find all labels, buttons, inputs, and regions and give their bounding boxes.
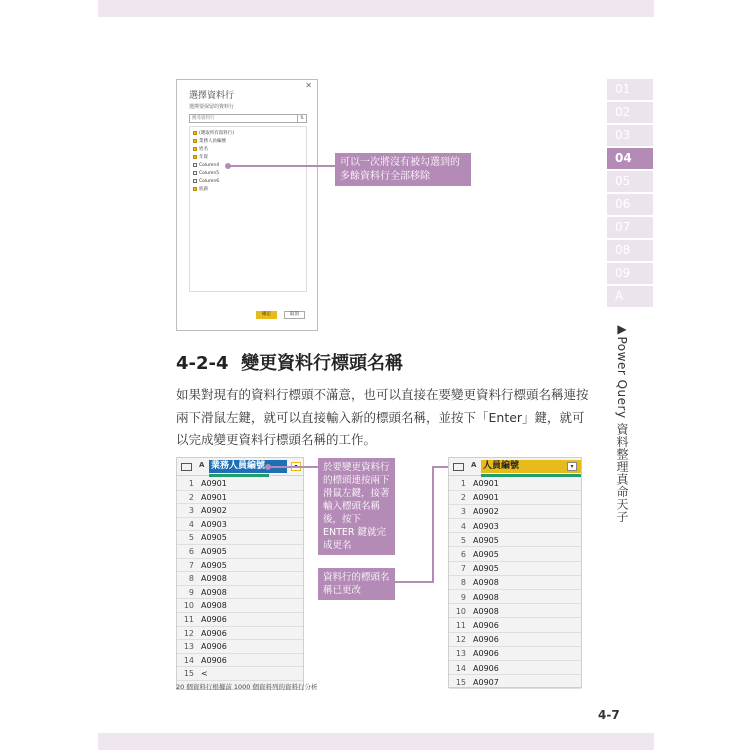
cell-value: A0902 [201, 506, 227, 516]
checkbox-checked-icon[interactable] [193, 147, 197, 151]
row-number: 4 [188, 519, 194, 529]
checkbox-checked-icon[interactable] [193, 155, 197, 159]
column-item[interactable]: Column5 [193, 169, 303, 177]
table-row [177, 613, 303, 627]
type-abc-icon[interactable]: A [471, 461, 477, 469]
column-item[interactable]: 底薪 [193, 185, 303, 193]
cell-value: A0905 [201, 533, 227, 543]
chapter-tab: 02 [607, 102, 653, 123]
table-row [177, 640, 303, 654]
row-number: 5 [188, 533, 194, 543]
table-row [177, 545, 303, 559]
cell-value: A0907 [473, 677, 499, 687]
cell-value: A0906 [201, 615, 227, 624]
chapter-tabs [607, 79, 653, 309]
chapter-tab: 07 [607, 217, 653, 238]
row-number: 14 [455, 663, 466, 673]
table-row [449, 591, 581, 605]
search-placeholder: 搜尋資料行 [192, 116, 215, 121]
table-row [449, 548, 581, 562]
table-footer-note: 20 個資料行根據前 1000 個資料列的資料行分析 [176, 683, 318, 691]
table-row [177, 627, 303, 641]
table-row [449, 647, 581, 661]
row-number: 1 [188, 479, 194, 488]
chapter-tab: 01 [607, 79, 653, 100]
row-number: 9 [460, 592, 466, 602]
cell-value: A0905 [201, 547, 227, 556]
table-row [177, 559, 303, 573]
row-number: 2 [188, 492, 194, 502]
table-row [177, 518, 303, 532]
ok-button[interactable]: 確定 [256, 311, 277, 319]
table-row [177, 531, 303, 545]
callout-connector [230, 165, 335, 167]
table-menu-icon[interactable] [181, 463, 192, 471]
table-row [449, 662, 581, 676]
callout-remove-columns: 可以一次將沒有被勾選到的多餘資料行全部移除 [335, 153, 471, 186]
column-header-edit[interactable]: 業務人員編號 [209, 460, 287, 473]
table-row [449, 491, 581, 505]
callout-header-renamed: 資料行的標頭名稱已更改 [318, 568, 395, 600]
query-table-before [176, 457, 304, 690]
cell-value: A0906 [473, 635, 499, 645]
callout-connector [395, 581, 433, 583]
checkbox-unchecked-icon[interactable] [193, 163, 197, 167]
cell-value: A0908 [473, 606, 499, 616]
row-number: 9 [188, 587, 194, 597]
table-row [177, 654, 303, 668]
table-row [449, 633, 581, 647]
column-item[interactable]: Column4 [193, 161, 303, 169]
row-number: 3 [188, 506, 194, 516]
cell-value: A0908 [473, 592, 499, 602]
row-number: 12 [183, 628, 194, 638]
cell-value: A0903 [473, 521, 499, 531]
checkbox-checked-icon[interactable] [193, 131, 197, 135]
cell-value: A0906 [201, 655, 227, 665]
table-row [177, 477, 303, 491]
cell-value: A0902 [473, 507, 499, 517]
row-number: 3 [460, 507, 466, 517]
cell-value: A0906 [201, 628, 227, 638]
cell-value: A0908 [201, 587, 227, 597]
table-row [177, 599, 303, 613]
table-row [449, 505, 581, 519]
cell-value: A0906 [201, 642, 227, 652]
chapter-tab: 03 [607, 125, 653, 146]
chapter-tab: 05 [607, 171, 653, 192]
column-search-input[interactable] [189, 114, 307, 123]
cell-value: A0901 [201, 479, 227, 488]
dialog-title: 選擇資料行 [189, 91, 235, 101]
table-row [177, 504, 303, 518]
section-paragraph: 如果對現有的資料行標頭不滿意，也可以直接在要變更資料行標頭名稱連按兩下滑鼠左鍵，就可以直接輸入新的標頭名稱，並按下「Enter」鍵，就可以完成變更資料行標頭名稱的工作。 [176, 387, 589, 447]
table-row [449, 534, 581, 548]
row-number: 15 [183, 669, 194, 679]
row-number: 10 [183, 601, 194, 611]
row-number: 13 [183, 642, 194, 652]
checkbox-unchecked-icon[interactable] [193, 171, 197, 175]
table-row [449, 605, 581, 619]
column-item[interactable]: 姓名 [193, 145, 303, 153]
callout-connector [432, 466, 434, 583]
row-number: 6 [188, 547, 194, 556]
checkbox-checked-icon[interactable] [193, 187, 197, 191]
chapter-tab: 06 [607, 194, 653, 215]
table-row [177, 586, 303, 600]
row-number: 6 [460, 550, 466, 559]
cell-value: A0905 [473, 535, 499, 545]
cell-value: A0905 [473, 550, 499, 559]
column-header[interactable]: 人員編號 [481, 460, 581, 473]
table-menu-icon[interactable] [453, 463, 464, 471]
cell-value: A0908 [473, 578, 499, 588]
chapter-tab-active: 04 [607, 148, 653, 169]
section-title: 變更資料行標頭名稱 [241, 353, 404, 374]
chapter-tab: A [607, 286, 653, 307]
column-list [189, 126, 307, 292]
row-number: 1 [460, 479, 466, 488]
row-number: 12 [455, 635, 466, 645]
column-item[interactable]: 業務人員編號 [193, 137, 303, 145]
callout-edit-header: 於要變更資料行的標頭連按兩下滑鼠左鍵，接著輸入標頭名稱後，按下 ENTER 鍵就完成更名 [318, 458, 395, 555]
row-number: 2 [460, 493, 466, 503]
dialog-subtitle: 選擇要保留的資料行 [189, 104, 235, 110]
cell-value: A0901 [473, 479, 499, 488]
table-row [449, 562, 581, 576]
row-number: 10 [455, 606, 466, 616]
row-number: 8 [188, 574, 194, 584]
cell-value: A0906 [473, 649, 499, 659]
section-number: 4-2-4 [176, 353, 229, 374]
section-heading [176, 349, 403, 375]
row-number: 13 [455, 649, 466, 659]
chapter-tab: 09 [607, 263, 653, 284]
cell-value: < [201, 669, 208, 679]
type-abc-icon[interactable]: A [199, 461, 205, 469]
row-number: 7 [188, 560, 194, 570]
side-book-title: ▶Power Query 資料整理真命天子 [615, 322, 629, 523]
table-row [449, 676, 581, 690]
table-row [449, 477, 581, 491]
cell-value: A0908 [201, 574, 227, 584]
row-number: 4 [460, 521, 466, 531]
table-row [177, 572, 303, 586]
table-row [177, 491, 303, 505]
cell-value: A0901 [473, 493, 499, 503]
column-item[interactable]: (選取所有資料行) [193, 129, 303, 137]
page-number: 4-7 [598, 708, 620, 722]
checkbox-unchecked-icon[interactable] [193, 179, 197, 183]
cell-value: A0908 [201, 601, 227, 611]
cell-value: A0901 [201, 492, 227, 502]
query-table-after [448, 457, 582, 688]
cancel-button[interactable]: 取消 [284, 311, 305, 319]
checkbox-checked-icon[interactable] [193, 139, 197, 143]
callout-connector [270, 466, 318, 468]
table-row [449, 619, 581, 633]
table-row [449, 520, 581, 534]
sort-icon[interactable]: ⇅ [297, 114, 306, 123]
close-icon[interactable]: ✕ [305, 81, 312, 90]
cell-value: A0906 [473, 621, 499, 630]
cell-value: A0905 [201, 560, 227, 570]
table-row [449, 576, 581, 590]
cell-value: A0905 [473, 564, 499, 574]
row-number: 7 [460, 564, 466, 574]
cell-value: A0906 [473, 663, 499, 673]
column-item[interactable]: Column6 [193, 177, 303, 185]
row-number: 8 [460, 578, 466, 588]
row-number: 15 [455, 677, 466, 687]
chapter-tab: 08 [607, 240, 653, 261]
row-number: 14 [183, 655, 194, 665]
row-number: 11 [183, 615, 194, 624]
row-number: 5 [460, 535, 466, 545]
choose-columns-dialog [176, 79, 318, 331]
table-row [177, 667, 303, 681]
dropdown-icon[interactable]: ▾ [567, 462, 577, 471]
row-number: 11 [455, 621, 466, 630]
bottom-band [98, 733, 654, 750]
cell-value: A0903 [201, 519, 227, 529]
column-item[interactable]: 年資 [193, 153, 303, 161]
top-band [98, 0, 654, 17]
